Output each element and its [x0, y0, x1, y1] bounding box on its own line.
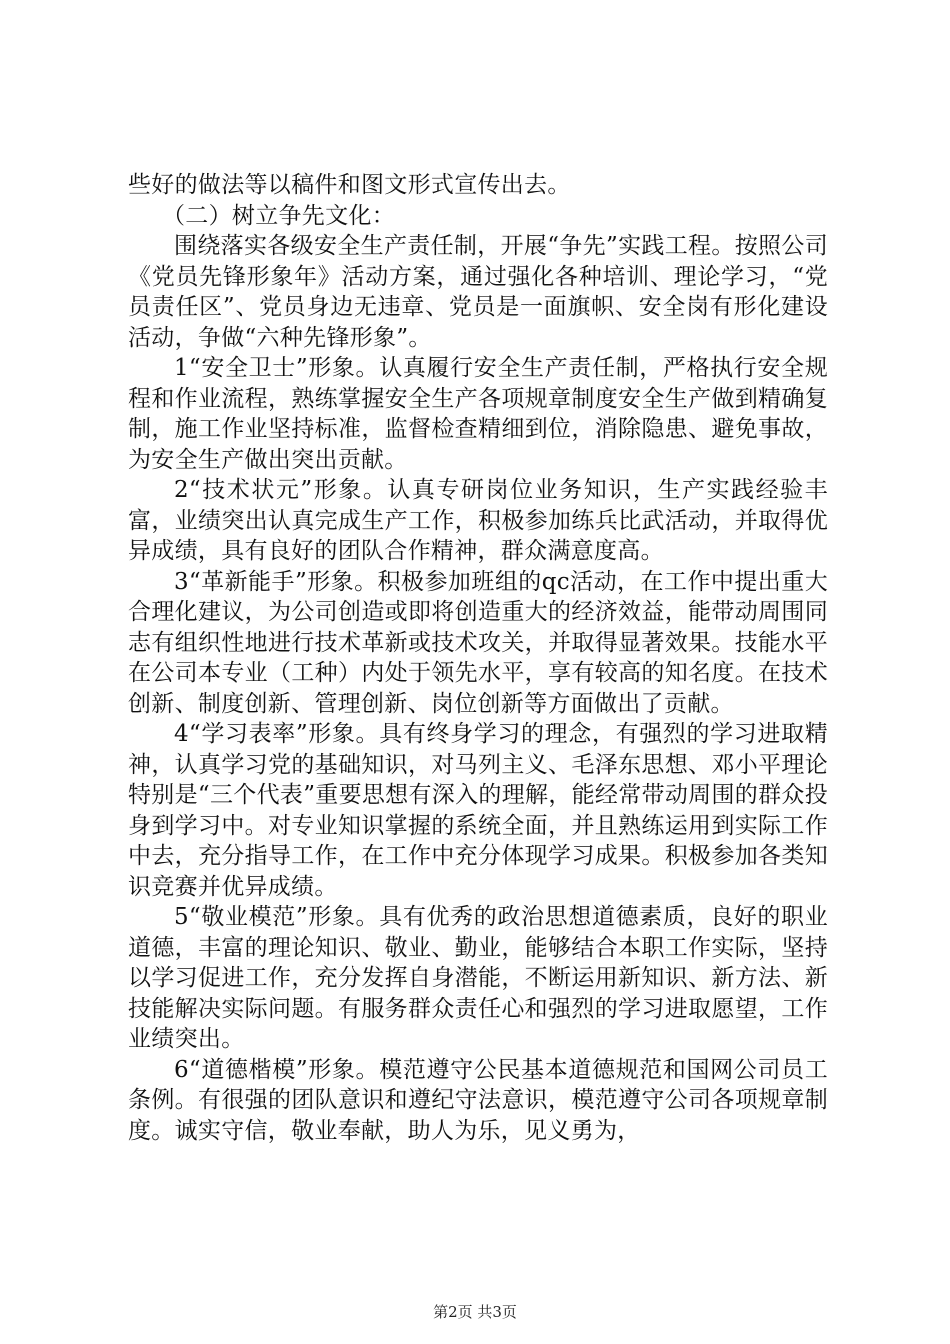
paragraph-item-4: 4“学习表率”形象。具有终身学习的理念，有强烈的学习进取精神，认真学习党的基础知识，对马列主义、毛泽东思想、邓小平理论特别是“三个代表”重要思想有深入的理解，能经常带动周围的群众投身到学习中。对专业知识掌握的系统全面，并且熟练运用到实际工作中去，充分指导工作，在工作中充分体现学习成果。积极参加各类知识竞赛并优异成绩。	[128, 721, 828, 900]
paragraph-continuation: 些好的做法等以稿件和图文形式宣传出去。	[128, 172, 571, 198]
section-heading: （二）树立争先文化：	[162, 202, 395, 229]
paragraph-item-5: 5“敬业模范”形象。具有优秀的政治思想道德素质，良好的职业道德，丰富的理论知识、敬业、勤业，能够结合本职工作实际，坚持以学习促进工作，充分发挥自身潜能，不断运用新知识、新方法、新技能解决实际问题。有服务群众责任心和强烈的学习进取愿望，工作业绩突出。	[128, 904, 828, 1052]
paragraph-item-1: 1“安全卫士”形象。认真履行安全生产责任制，严格执行安全规程和作业流程，熟练掌握安全生产各项规章制度安全生产做到精确复制，施工作业坚持标准，监督检查精细到位，消除隐患、避免事故，为安全生产做出突出贡献。	[128, 355, 828, 473]
paragraph-intro: 围绕落实各级安全生产责任制，开展“争先”实践工程。按照公司《党员先锋形象年》活动方案，通过强化各种培训、理论学习，“党员责任区”、党员身边无违章、党员是一面旗帜、安全岗有形化建设活动，争做“六种先锋形象”。	[128, 233, 828, 351]
page-footer	[0, 1301, 950, 1322]
paragraph-item-2: 2“技术状元”形象。认真专研岗位业务知识，生产实践经验丰富，业绩突出认真完成生产工作，积极参加练兵比武活动，并取得优异成绩，具有良好的团队合作精神，群众满意度高。	[128, 477, 828, 564]
paragraph-item-3: 3“革新能手”形象。积极参加班组的qc活动，在工作中提出重大合理化建议，为公司创造或即将创造重大的经济效益，能带动周围同志有组织性地进行技术革新或技术攻关，并取得显著效果。技能水平在公司本专业（工种）内处于领先水平，享有较高的知名度。在技术创新、制度创新、管理创新、岗位创新等方面做出了贡献。	[128, 568, 828, 717]
document-body	[128, 170, 828, 1146]
paragraph-item-6: 6“道德楷模”形象。模范遵守公民基本道德规范和国网公司员工条例。有很强的团队意识和遵纪守法意识，模范遵守公司各项规章制度。诚实守信，敬业奉献，助人为乐，见义勇为，	[128, 1056, 828, 1144]
page-indicator: 第2页 共3页	[433, 1303, 517, 1321]
